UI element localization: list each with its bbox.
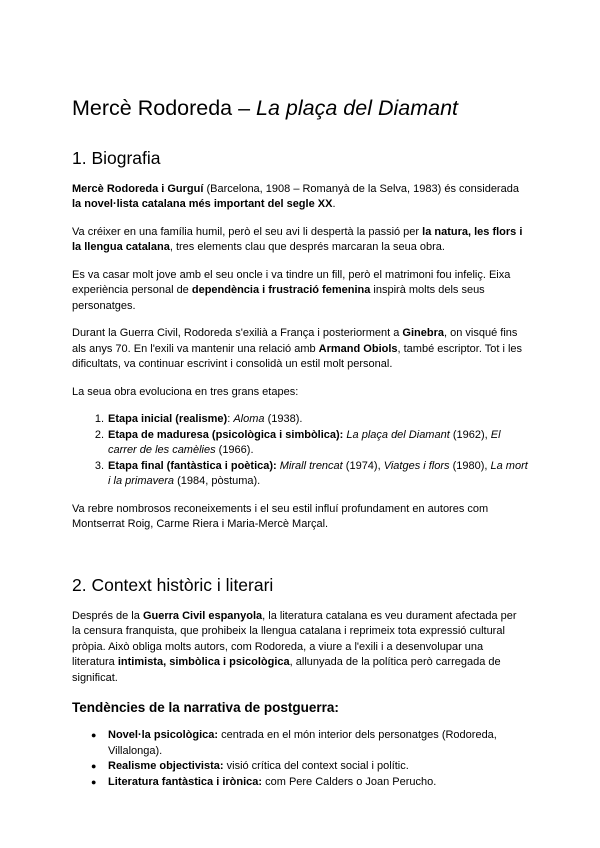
bullet-icon: ●: [91, 730, 97, 741]
stages-list: [72, 412, 528, 490]
list-item: Etapa inicial (realisme): Aloma (1938).: [108, 413, 303, 426]
list-item: Etapa de maduresa (psicològica i simbòlica): La plaça del Diamant (1962), El carrer de les camèlies (1966).: [108, 428, 501, 457]
context-paragraph: Després de la Guerra Civil espanyola, la literatura catalana es veu durament afectada per la censura franquista, que prohibeix la llengua catalana i reprimeix tota expressió cultural pròpia. Això obliga molts autors, com Rodoreda, a viure a l'exili i a desenvolupar una literatura intimista, simbòlica i psicològica, allunyada de la política però carregada de significat.: [72, 609, 517, 684]
list-item: ● Realisme objectivista: visió crítica del context social i polític.: [108, 759, 528, 775]
bio-paragraph-4: Durant la Guerra Civil, Rodoreda s'exilià a França i posteriorment a Ginebra, on visqué fins als anys 70. En l'exili va mantenir una relació amb Armand Obiols, també escriptor. Tot i les dificultats, va continuar escrivint i consolidà un estil molt personal.: [72, 327, 523, 371]
section-heading-biografia: 1. Biografia: [72, 147, 161, 168]
subsection-heading: Tendències de la narrativa de postguerra:: [72, 700, 339, 716]
bio-paragraph-1: Mercè Rodoreda i Gurguí (Barcelona, 1908 – Romanyà de la Selva, 1983) és considerada la novel·lista catalana més important del segle XX.: [72, 182, 519, 211]
bio-paragraph-6: Va rebre nombrosos reconeixements i el seu estil influí profundament en autores com Montserrat Roig, Carme Riera i Maria-Mercè Marçal.: [72, 502, 489, 531]
title-work: La plaça del Diamant: [256, 96, 459, 120]
trends-list: [72, 728, 528, 790]
title-prefix: Mercè Rodoreda –: [72, 96, 257, 120]
bio-paragraph-2: Va créixer en una família humil, però el seu avi li despertà la passió per la natura, les flors i la llengua catalana, tres elements clau que després marcaran la seua obra.: [72, 225, 523, 254]
page-title: [72, 96, 528, 122]
bullet-icon: ●: [91, 776, 97, 787]
bio-paragraph-3: Es va casar molt jove amb el seu oncle i va tindre un fill, però el matrimoni fou infeliç. Eixa experiència personal de dependència i frustració femenina inspirà molts dels seus personatges.: [72, 268, 511, 312]
list-item: ● Novel·la psicològica: centrada en el món interior dels personatges (Rodoreda, Villalonga).: [91, 729, 497, 757]
list-item: Etapa final (fantàstica i poètica): Mirall trencat (1974), Viatges i flors (1980), La mort i la primavera (1984, pòstuma).: [108, 459, 528, 488]
bullet-icon: ●: [91, 761, 97, 772]
list-item: ● Literatura fantàstica i irònica: com Pere Calders o Joan Perucho.: [108, 775, 528, 791]
section-heading-context: 2. Context històric i literari: [72, 574, 274, 595]
bio-paragraph-5: La seua obra evoluciona en tres grans etapes:: [72, 385, 299, 398]
